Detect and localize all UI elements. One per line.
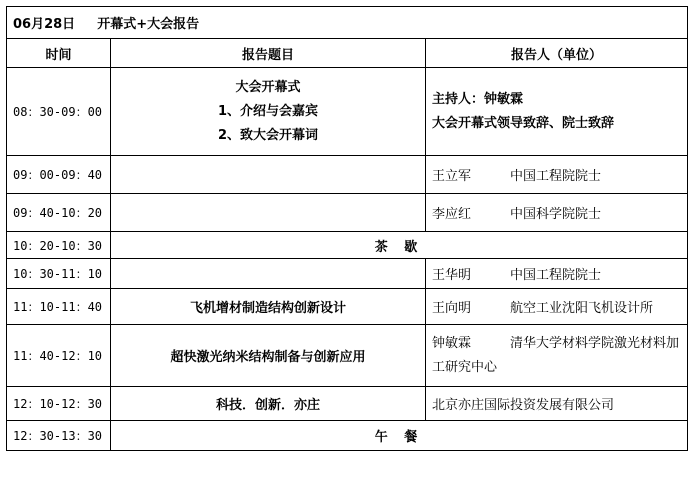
speaker-name: 钟敏霖	[432, 335, 472, 351]
header-speaker: 报告人（单位）	[426, 39, 688, 68]
topic-line: 2、致大会开幕词	[217, 127, 319, 143]
speaker-name: 王华明	[432, 268, 472, 283]
header-time: 时间	[7, 39, 111, 68]
speaker-org: 清华大学材料学院激光材料加工研究中心	[432, 335, 680, 375]
speaker-org: 中国工程院院士	[510, 268, 602, 283]
speaker-org: 中国工程院院士	[510, 169, 602, 184]
speaker-cell	[426, 289, 688, 325]
time-cell: 12：30-13：30	[7, 421, 111, 451]
time-cell: 11：10-11：40	[7, 289, 111, 325]
topic-line: 1、介绍与会嘉宾	[217, 103, 319, 119]
time-cell: 12：10-12：30	[7, 387, 111, 421]
table-row	[7, 387, 688, 421]
break-cell: 茶 歇	[111, 232, 688, 259]
table-row	[7, 421, 688, 451]
speaker-org: 中国科学院院士	[510, 207, 602, 222]
speaker-org: 北京亦庄国际投资发展有限公司	[432, 398, 615, 413]
title-row	[7, 7, 688, 39]
topic-cell: 飞机增材制造结构创新设计	[111, 289, 426, 325]
table-row	[7, 156, 688, 194]
time-cell: 11：40-12：10	[7, 325, 111, 387]
header-topic: 报告题目	[111, 39, 426, 68]
schedule-title	[7, 7, 688, 39]
speaker-line: 主持人：钟敏霖	[432, 91, 524, 107]
speaker-name: 王向明	[432, 301, 472, 316]
table-row	[7, 232, 688, 259]
table-row	[7, 68, 688, 156]
speaker-org: 航空工业沈阳飞机设计所	[510, 301, 654, 316]
speaker-cell	[426, 68, 688, 156]
speaker-cell	[426, 259, 688, 289]
time-cell: 09：00-09：40	[7, 156, 111, 194]
speaker-cell	[426, 156, 688, 194]
topic-cell	[111, 156, 426, 194]
topic-line: 大会开幕式	[235, 79, 301, 95]
speaker-name: 王立军	[432, 169, 472, 184]
table-row	[7, 325, 688, 387]
time-cell: 09：40-10：20	[7, 194, 111, 232]
speaker-name: 李应红	[432, 207, 472, 222]
topic-cell	[111, 194, 426, 232]
time-cell: 10：20-10：30	[7, 232, 111, 259]
title-date: 06月28日	[13, 17, 76, 32]
break-cell: 午 餐	[111, 421, 688, 451]
header-row	[7, 39, 688, 68]
time-cell: 08：30-09：00	[7, 68, 111, 156]
table-row	[7, 194, 688, 232]
speaker-line: 大会开幕式领导致辞、院士致辞	[432, 115, 615, 131]
speaker-cell	[426, 325, 688, 387]
table-row	[7, 259, 688, 289]
topic-cell: 超快激光纳米结构制备与创新应用	[111, 325, 426, 387]
time-cell: 10：30-11：10	[7, 259, 111, 289]
title-session: 开幕式+大会报告	[97, 17, 200, 32]
speaker-cell	[426, 194, 688, 232]
table-row	[7, 289, 688, 325]
schedule-table	[6, 6, 688, 451]
speaker-cell	[426, 387, 688, 421]
topic-cell: 科技．创新．亦庄	[111, 387, 426, 421]
topic-cell	[111, 68, 426, 156]
topic-cell	[111, 259, 426, 289]
